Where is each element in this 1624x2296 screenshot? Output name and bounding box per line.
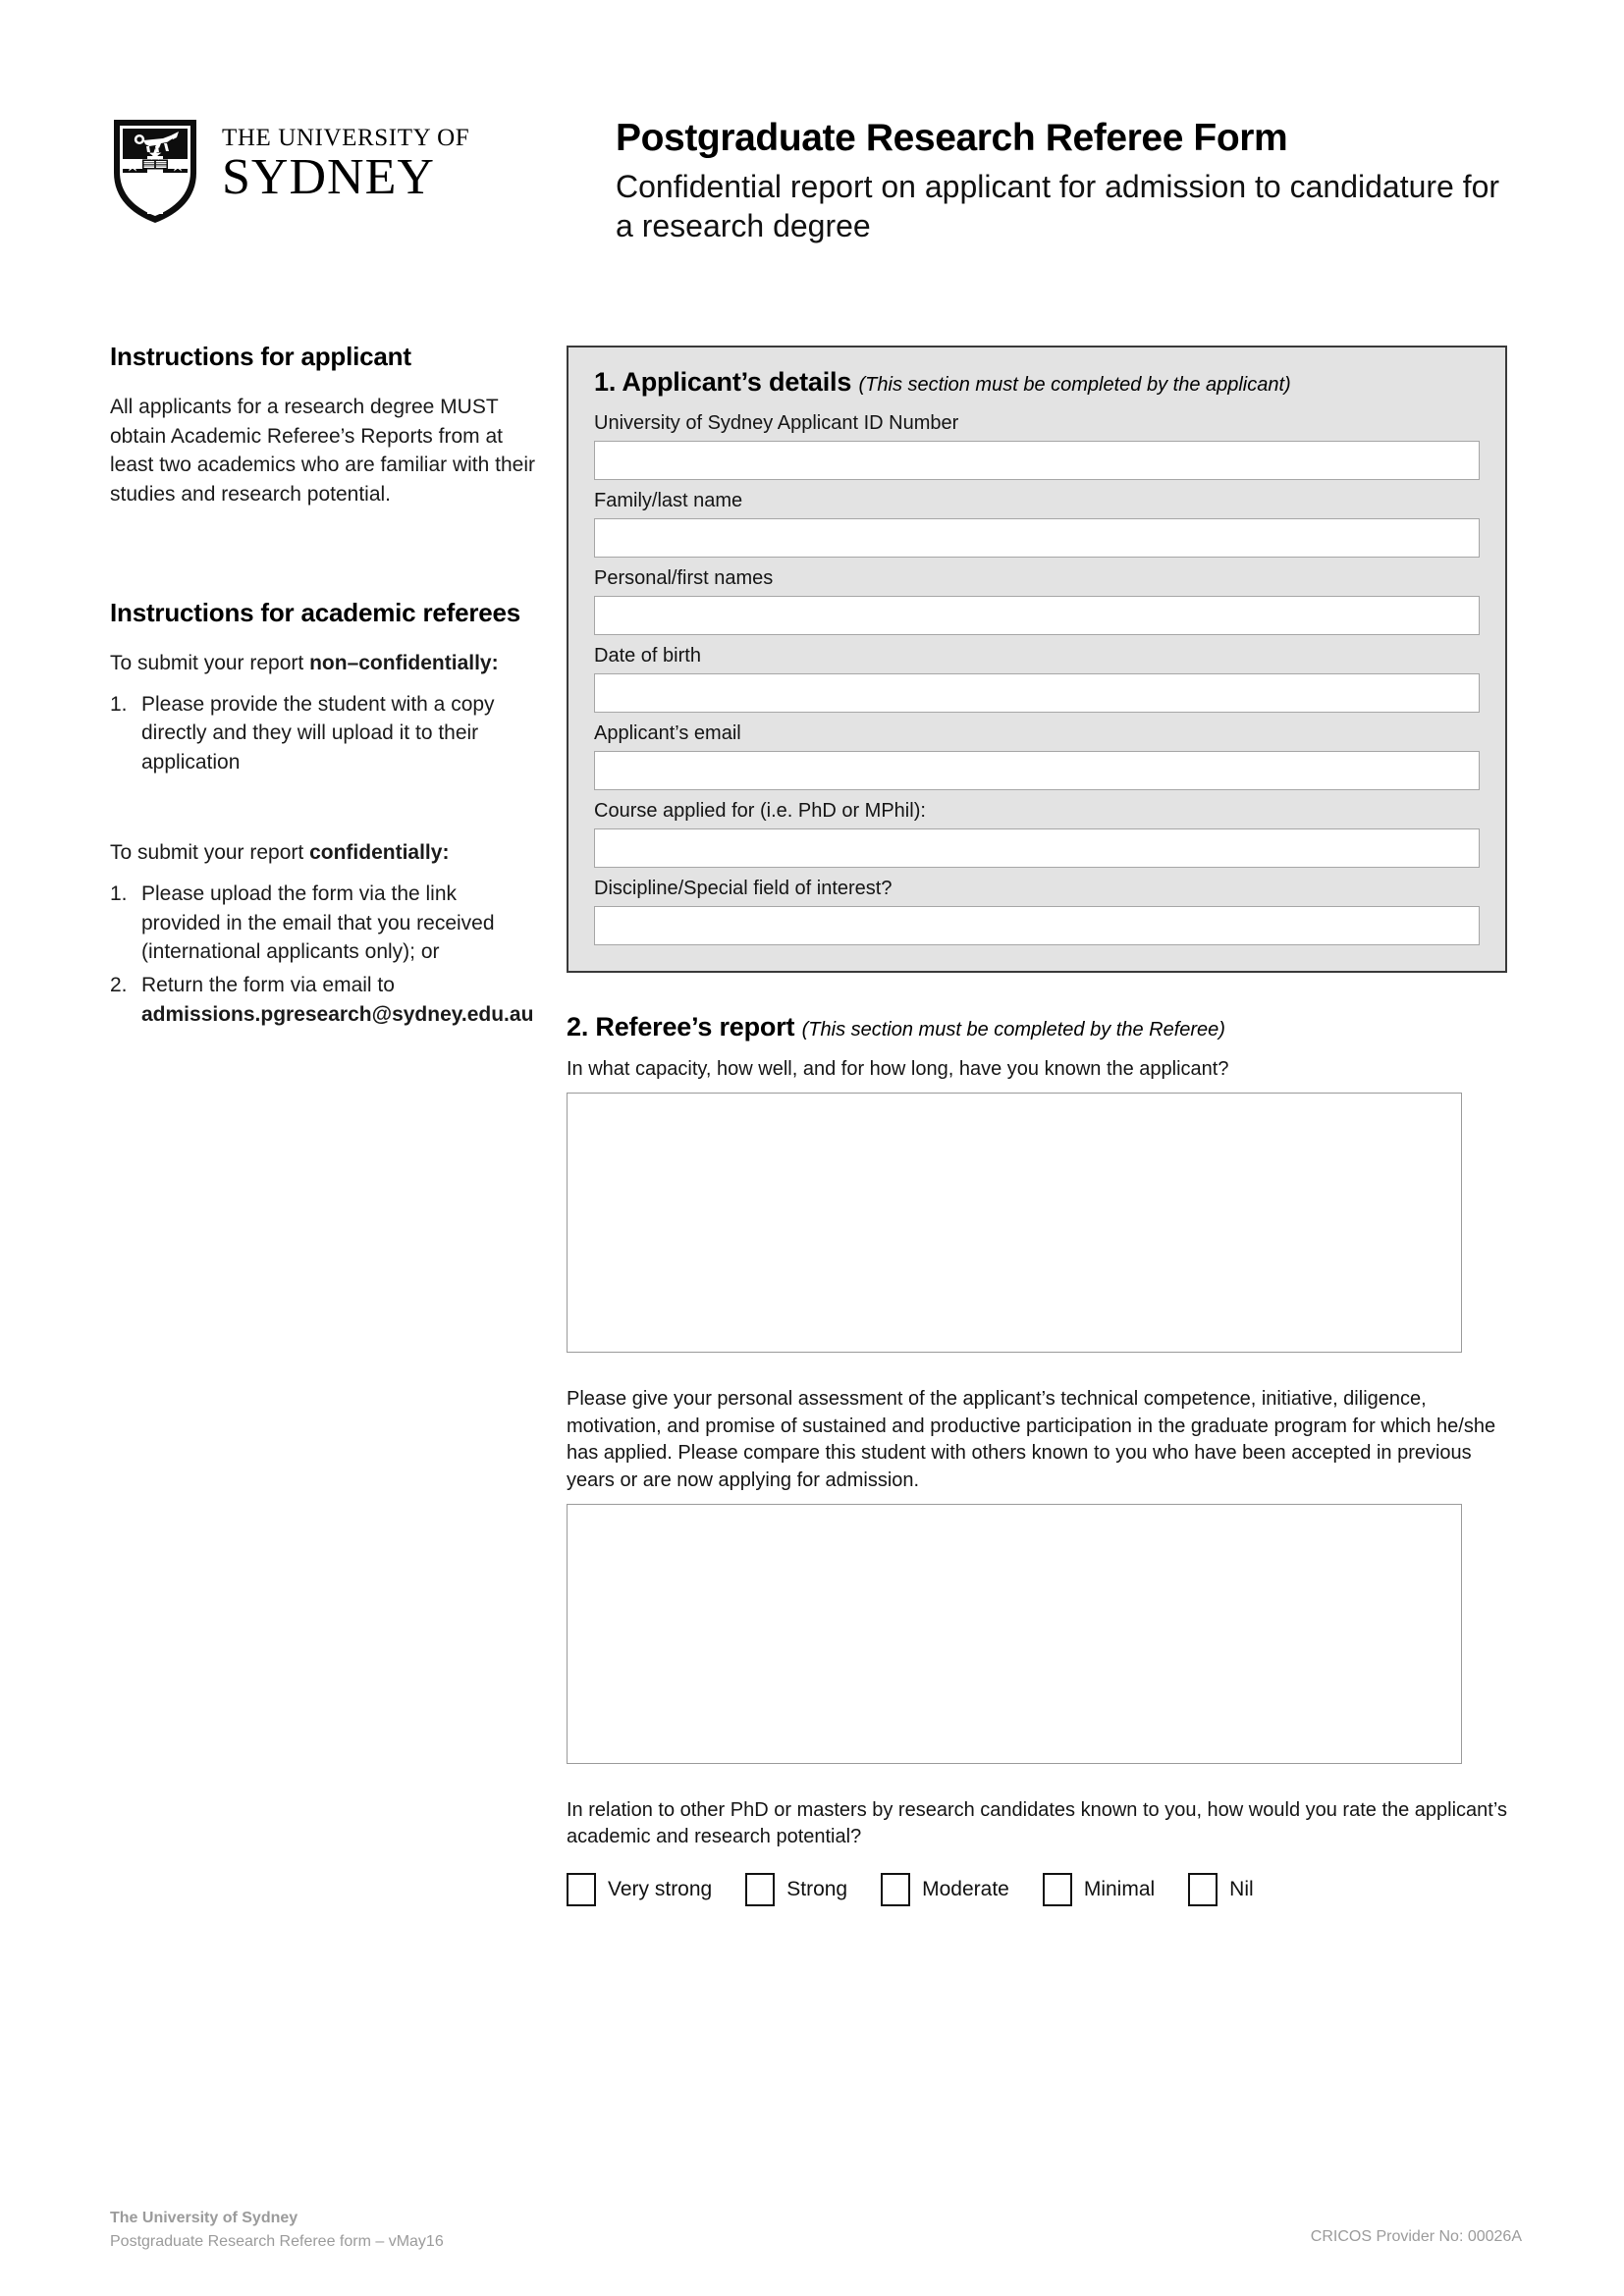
- page-footer: [110, 2207, 1522, 2254]
- rating-label: Minimal: [1083, 1877, 1156, 1900]
- rating-label: Strong: [786, 1877, 848, 1900]
- instructions-referee-heading: Instructions for academic referees: [110, 597, 521, 627]
- university-logo: [110, 116, 483, 243]
- instructions-applicant-text: All applicants for a research degree MUST obtain Academic Referee’s Reports from at least two academics who are familiar with their studies and research potential.: [110, 395, 536, 507]
- list-item-number: 1.: [110, 881, 128, 905]
- question-capacity-known: In what capacity, how well, and for how long, have you known the applicant?: [567, 1058, 1229, 1080]
- list-item-text: Please provide the student with a copy directly and they will upload it to their application: [141, 692, 495, 774]
- rating-label: Very strong: [608, 1877, 713, 1900]
- applicant-id-input[interactable]: [594, 441, 1480, 480]
- section-referee-report: [567, 1012, 1507, 1906]
- list-item-text: Return the form via email to: [141, 974, 395, 997]
- field-label: Applicant’s email: [594, 722, 741, 744]
- footer-left-block: [110, 2207, 444, 2254]
- section2-title-text: 2. Referee’s report: [567, 1012, 795, 1041]
- rating-label: Moderate: [922, 1877, 1009, 1900]
- confidential-lead-plain: To submit your report: [110, 840, 310, 864]
- answer-capacity-known-textarea[interactable]: [567, 1093, 1462, 1353]
- field-first-names: [594, 566, 1480, 635]
- nonconfidential-list: [110, 690, 537, 777]
- date-of-birth-input[interactable]: [594, 673, 1480, 713]
- section-applicant-details: [567, 346, 1507, 973]
- instructions-sidebar: [110, 342, 537, 1057]
- list-item-text: Please upload the form via the link provided in the email that you received (international applicants only); or: [141, 881, 495, 964]
- wordmark-line-2: SYDNEY: [222, 149, 435, 205]
- rating-checkbox-moderate[interactable]: [881, 1873, 910, 1906]
- nonconfidential-lead: [110, 649, 537, 678]
- section2-title: [567, 1012, 1507, 1042]
- rating-option-minimal[interactable]: [1043, 1873, 1155, 1906]
- field-applicant-id: [594, 411, 1480, 480]
- rating-option-nil[interactable]: [1188, 1873, 1254, 1906]
- course-applied-input[interactable]: [594, 828, 1480, 868]
- university-wordmark: [222, 126, 469, 203]
- field-date-of-birth: [594, 644, 1480, 713]
- referee-email-address: admissions.pgresearch@sydney.edu.au: [141, 1003, 534, 1026]
- section1-title-text: 1. Applicant’s details: [594, 367, 852, 397]
- field-applicant-email: [594, 721, 1480, 790]
- field-label: Course applied for (i.e. PhD or MPhil):: [594, 800, 926, 822]
- title-block: [616, 116, 1519, 245]
- field-label: Date of birth: [594, 645, 701, 667]
- list-item-number: 1.: [110, 692, 128, 716]
- rating-option-moderate[interactable]: [881, 1873, 1009, 1906]
- rating-label: Nil: [1229, 1877, 1254, 1900]
- section2-note: (This section must be completed by the Referee): [801, 1019, 1225, 1041]
- list-item: [110, 690, 537, 777]
- instructions-applicant-heading: Instructions for applicant: [110, 342, 411, 371]
- confidential-lead-bold: confidentially:: [309, 840, 450, 864]
- university-crest-icon: [110, 116, 200, 226]
- rating-checkbox-minimal[interactable]: [1043, 1873, 1072, 1906]
- form-main: [567, 346, 1507, 1906]
- rating-option-strong[interactable]: [745, 1873, 847, 1906]
- footer-cricos-code: CRICOS Provider No: 00026A: [1310, 2228, 1522, 2245]
- list-item: [110, 971, 537, 1030]
- field-course-applied-for: [594, 799, 1480, 868]
- field-label: Discipline/Special field of interest?: [594, 878, 893, 899]
- footer-university-name: The University of Sydney: [110, 2210, 298, 2226]
- field-discipline: [594, 877, 1480, 945]
- question-personal-assessment: Please give your personal assessment of the applicant’s technical competence, initiative, diligence, motivation, and promise of sustained and productive participation in the graduate program for which he/she has applied. Please compare this student with others known to you who have been accepted in previous years or are now applying for admission.: [567, 1388, 1496, 1491]
- family-name-input[interactable]: [594, 518, 1480, 558]
- field-label: University of Sydney Applicant ID Number: [594, 412, 959, 434]
- page-subtitle: Confidential report on applicant for admission to candidature for a research degree: [616, 169, 1500, 244]
- rating-options-row: [567, 1873, 1507, 1906]
- confidential-list: [110, 880, 537, 1030]
- rating-checkbox-strong[interactable]: [745, 1873, 775, 1906]
- answer-personal-assessment-textarea[interactable]: [567, 1504, 1462, 1764]
- list-item: [110, 880, 537, 967]
- wordmark-line-1: THE UNIVERSITY OF: [222, 125, 470, 151]
- applicant-email-input[interactable]: [594, 751, 1480, 790]
- discipline-input[interactable]: [594, 906, 1480, 945]
- nonconfidential-lead-bold: non–confidentially:: [309, 651, 499, 674]
- list-item-number: 2.: [110, 974, 128, 997]
- first-names-input[interactable]: [594, 596, 1480, 635]
- field-label: Family/last name: [594, 490, 743, 511]
- rating-checkbox-very-strong[interactable]: [567, 1873, 596, 1906]
- nonconfidential-lead-plain: To submit your report: [110, 651, 310, 674]
- page-title: Postgraduate Research Referee Form: [616, 117, 1288, 159]
- page-header: [110, 116, 1524, 302]
- section1-title: [594, 367, 1480, 398]
- rating-option-very-strong[interactable]: [567, 1873, 712, 1906]
- rating-checkbox-nil[interactable]: [1188, 1873, 1218, 1906]
- field-family-name: [594, 489, 1480, 558]
- sidebar-spacer: [110, 805, 537, 838]
- footer-form-version: Postgraduate Research Referee form – vMay16: [110, 2233, 444, 2250]
- confidential-lead: [110, 838, 537, 868]
- section1-note: (This section must be completed by the applicant): [858, 374, 1291, 396]
- field-label: Personal/first names: [594, 567, 774, 589]
- question-rating: In relation to other PhD or masters by research candidates known to you, how would you rate the applicant’s academic and research potential?: [567, 1798, 1507, 1848]
